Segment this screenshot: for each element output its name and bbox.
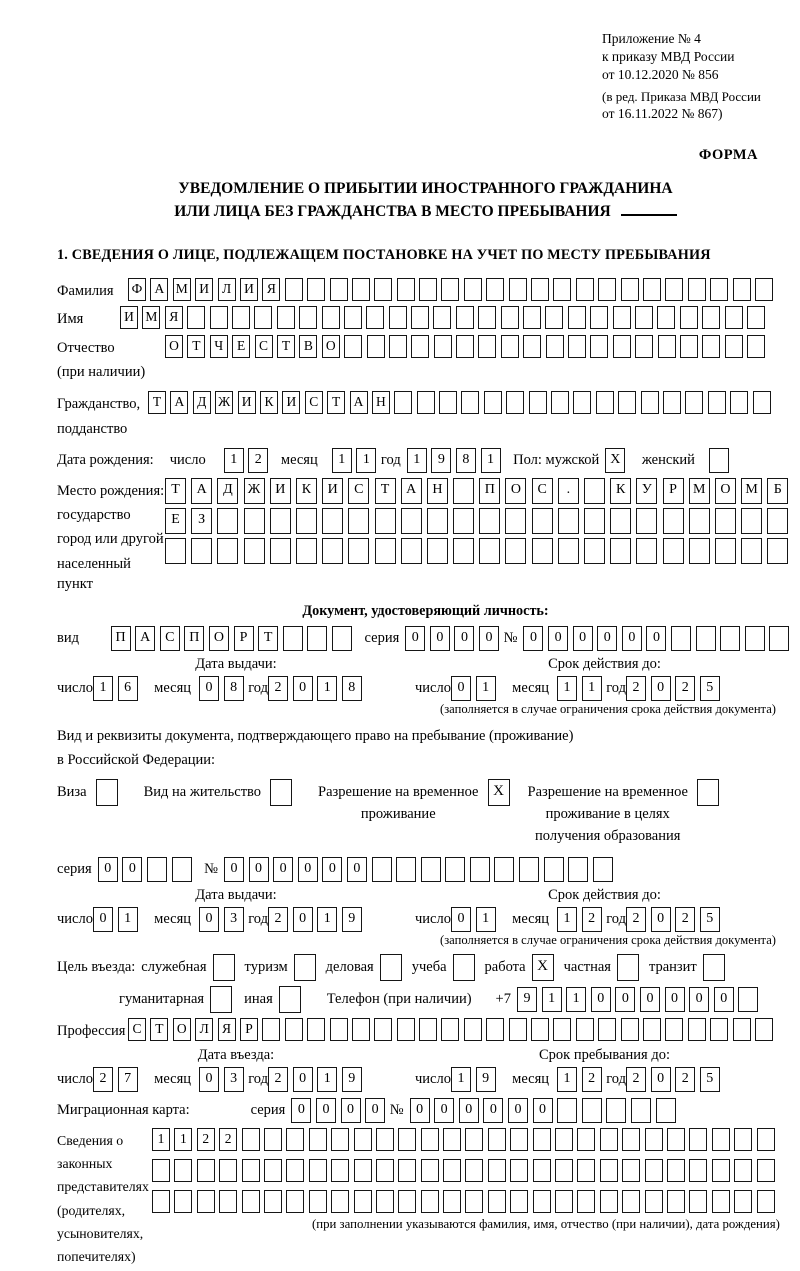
- representatives-cells-stack: [152, 1128, 780, 1232]
- migration-card-row: [57, 1098, 794, 1123]
- surname-label: Фамилия: [57, 283, 114, 300]
- patronymic-label-line2: (при наличии): [57, 363, 146, 380]
- citizenship-label-line1: Гражданство,: [57, 396, 141, 413]
- year-label: год: [248, 911, 268, 928]
- day-label: число: [57, 1070, 93, 1087]
- year-label: год: [606, 680, 626, 697]
- temp-residence-label: [318, 779, 478, 826]
- patronymic-cells[interactable]: О Т Ч Е С Т В О: [165, 335, 770, 358]
- representatives-label-line: законных: [57, 1156, 113, 1171]
- iddoc-issue-day[interactable]: 1 6: [93, 676, 142, 701]
- purpose-row2: [119, 986, 794, 1013]
- citizenship-label-line2: подданство: [57, 420, 128, 437]
- iddoc-heading: Документ, удостоверяющий личность:: [302, 603, 549, 620]
- purpose-study-checkbox[interactable]: [453, 954, 475, 981]
- resdoc-series-cells[interactable]: 0 0: [98, 857, 196, 882]
- temp-residence-option: [318, 779, 509, 826]
- temp-residence-label-line2: проживание: [360, 805, 436, 822]
- migration-series-cells[interactable]: 0 0 0 0: [291, 1098, 389, 1123]
- month-label: месяц: [512, 680, 550, 697]
- year-label: год: [606, 1070, 626, 1087]
- edu-residence-checkbox[interactable]: [697, 779, 719, 806]
- appendix-line: (в ред. Приказа МВД России: [602, 88, 761, 104]
- birth-month-label: месяц: [280, 451, 318, 468]
- profession-row: [57, 1018, 794, 1041]
- resdoc-intro-line2: в Российской Федерации:: [57, 752, 216, 769]
- day-label: число: [57, 680, 93, 697]
- purpose-other-label: иная: [244, 991, 273, 1008]
- migration-number-cells[interactable]: 0 0 0 0 0 0: [410, 1098, 681, 1123]
- migration-number-label: №: [389, 1101, 404, 1118]
- iddoc-row: [57, 626, 794, 651]
- representatives-label-line: усыновителях,: [57, 1225, 144, 1241]
- purpose-study-label: учеба: [411, 959, 447, 976]
- purpose-work-label: работа: [484, 959, 526, 976]
- visa-label: Виза: [57, 784, 87, 801]
- month-label: месяц: [512, 911, 550, 928]
- entry-month[interactable]: 0 3: [199, 1067, 248, 1092]
- birthplace-label-line: Место рождения:: [57, 482, 165, 499]
- month-label: месяц: [154, 1070, 192, 1087]
- residence-permit-option: [144, 779, 292, 806]
- firstname-label: Имя: [57, 311, 84, 328]
- month-label: месяц: [154, 911, 192, 928]
- representatives-label-line: Сведения о: [57, 1132, 124, 1148]
- resdoc-number-cells[interactable]: 0 0 0 0 0 0: [224, 857, 618, 882]
- form-title-line2: ИЛИ ЛИЦА БЕЗ ГРАЖДАНСТВА В МЕСТО ПРЕБЫВАНИЯ: [174, 202, 611, 220]
- firstname-cells[interactable]: И М Я: [120, 306, 769, 329]
- birthplace-block: [57, 478, 794, 598]
- purpose-private-label: частная: [563, 959, 611, 976]
- edu-residence-option: [528, 779, 719, 847]
- resdoc-issue-day[interactable]: 0 1: [93, 907, 142, 932]
- iddoc-dates: [57, 656, 794, 701]
- purpose-humanitarian-label: гуманитарная: [119, 991, 205, 1008]
- representatives-label-line: попечителях): [57, 1249, 136, 1265]
- edu-residence-label-line3: получения образования: [535, 827, 681, 844]
- patronymic-row: [57, 335, 794, 387]
- purpose-business-label: деловая: [325, 959, 374, 976]
- appendix-reference: [602, 30, 794, 123]
- form-body: [57, 278, 794, 1271]
- birth-day-cells[interactable]: 1 2: [224, 448, 273, 473]
- birthplace-label-line: город или другой: [57, 531, 164, 548]
- migration-series-label: серия: [250, 1101, 286, 1118]
- entry-date-label: Дата въезда:: [197, 1046, 275, 1063]
- iddoc-issue-label: Дата выдачи:: [195, 656, 277, 673]
- year-label: год: [248, 680, 268, 697]
- surname-row: [57, 278, 794, 301]
- purpose-humanitarian-checkbox[interactable]: [210, 986, 232, 1013]
- representatives-label-line: (родителях,: [57, 1202, 126, 1218]
- representatives-block: [57, 1128, 794, 1271]
- iddoc-issue-month[interactable]: 0 8: [199, 676, 248, 701]
- purpose-work-checkbox[interactable]: X: [532, 954, 554, 981]
- resdoc-expiry-group: [415, 887, 794, 932]
- resdoc-intro: [57, 725, 794, 773]
- phone-label: Телефон (при наличии): [326, 991, 472, 1008]
- iddoc-kind-label: вид: [57, 630, 79, 647]
- resdoc-expiry-year[interactable]: 2 0 2 5: [626, 907, 724, 932]
- iddoc-expiry-label: Срок действия до:: [548, 656, 661, 673]
- title-underline: [621, 214, 677, 216]
- section1-heading: 1. СВЕДЕНИЯ О ЛИЦЕ, ПОДЛЕЖАЩЕМ ПОСТАНОВКЕ НА УЧЕТ ПО МЕСТУ ПРЕБЫВАНИЯ: [57, 247, 711, 264]
- birthplace-label: [57, 478, 165, 598]
- stay-until-label: Срок пребывания до:: [539, 1046, 670, 1063]
- representatives-cells-line1[interactable]: 1 1 2 2: [152, 1128, 780, 1151]
- iddoc-expiry-year[interactable]: 2 0 2 5: [626, 676, 724, 701]
- entry-dates: [57, 1047, 794, 1092]
- representatives-cells-line2[interactable]: [152, 1159, 780, 1182]
- resdoc-issue-year[interactable]: 2 0 1 9: [268, 907, 366, 932]
- day-label: число: [415, 680, 451, 697]
- resdoc-expiry-note: (заполняется в случае ограничения срока действия документа): [440, 933, 776, 948]
- resdoc-issue-label: Дата выдачи:: [195, 887, 277, 904]
- iddoc-expiry-note: (заполняется в случае ограничения срока действия документа): [440, 702, 776, 717]
- entry-date-group: [57, 1047, 415, 1092]
- resdoc-expiry-label: Срок действия до:: [548, 887, 661, 904]
- year-label: год: [248, 1070, 268, 1087]
- phone-cells[interactable]: 9 1 1 0 0 0 0 0 0: [517, 987, 763, 1012]
- iddoc-issue-group: [57, 656, 415, 701]
- iddoc-series-cells[interactable]: 0 0 0 0: [405, 626, 503, 651]
- citizenship-cells[interactable]: Т А Д Ж И К И С Т А Н: [148, 391, 775, 414]
- form-word: ФОРМА: [698, 147, 758, 164]
- profession-label: Профессия: [57, 1023, 126, 1040]
- stay-year[interactable]: 2 0 2 5: [626, 1067, 724, 1092]
- iddoc-expiry-group: [415, 656, 794, 701]
- purpose-label: Цель въезда:: [57, 959, 136, 976]
- month-label: месяц: [154, 680, 192, 697]
- phone-prefix: +7: [495, 991, 511, 1008]
- iddoc-number-cells[interactable]: 0 0 0 0 0 0: [523, 626, 794, 651]
- purpose-official-label: служебная: [141, 959, 207, 976]
- sex-female-label: женский: [641, 451, 695, 468]
- birthdate-row: [57, 448, 794, 473]
- visa-checkbox[interactable]: [96, 779, 118, 806]
- resdoc-expiry-day[interactable]: 0 1: [451, 907, 500, 932]
- birthplace-cells-line2[interactable]: Е З: [165, 508, 794, 534]
- form-title-line1: УВЕДОМЛЕНИЕ О ПРИБЫТИИ ИНОСТРАННОГО ГРАЖДАНИНА: [178, 180, 673, 198]
- resdoc-intro-line1: Вид и реквизиты документа, подтверждающего право на пребывание (проживание): [57, 728, 574, 745]
- stay-day[interactable]: 1 9: [451, 1067, 500, 1092]
- appendix-line: Приложение № 4: [602, 31, 701, 46]
- entry-day[interactable]: 2 7: [93, 1067, 142, 1092]
- visa-option: [57, 779, 118, 806]
- edu-residence-label-line1: Разрешение на временное: [527, 784, 688, 801]
- profession-cells[interactable]: С Т О Л Я Р: [128, 1018, 777, 1041]
- purpose-tourism-checkbox[interactable]: [294, 954, 316, 981]
- sex-label: Пол: мужской: [513, 451, 600, 468]
- resdoc-expiry-month[interactable]: 1 2: [557, 907, 606, 932]
- birthplace-cells-stack: [165, 478, 794, 568]
- patronymic-label: [57, 335, 165, 387]
- day-label: число: [415, 1070, 451, 1087]
- edu-residence-label: [528, 779, 688, 847]
- sex-male-checkbox[interactable]: X: [605, 448, 630, 473]
- resdoc-dates: [57, 887, 794, 932]
- birthplace-label-line: населенный пункт: [57, 555, 131, 592]
- representatives-note: (при заполнении указываются фамилия, имя, отчество (при наличии), дата рождения): [312, 1216, 780, 1231]
- appendix-line: от 16.11.2022 № 867): [602, 106, 723, 122]
- appendix-line: от 10.12.2020 № 856: [602, 66, 719, 82]
- birth-month-cells[interactable]: 1 1: [332, 448, 381, 473]
- citizenship-label: [57, 391, 148, 443]
- migration-card-label: Миграционная карта:: [57, 1101, 190, 1118]
- iddoc-number-label: №: [503, 630, 518, 647]
- resdoc-issue-group: [57, 887, 415, 932]
- birthplace-label-line: государство: [57, 507, 131, 524]
- iddoc-expiry-day[interactable]: 0 1: [451, 676, 500, 701]
- purpose-transit-label: транзит: [648, 959, 697, 976]
- year-label: год: [606, 911, 626, 928]
- day-label: число: [415, 911, 451, 928]
- resdoc-series-label: серия: [57, 861, 92, 878]
- purpose-other-checkbox[interactable]: [279, 986, 301, 1013]
- resdoc-series-row: [57, 857, 794, 882]
- edu-residence-label-line2: проживание в целях: [545, 805, 670, 822]
- purpose-official-checkbox[interactable]: [213, 954, 235, 981]
- purpose-transit-checkbox[interactable]: [703, 954, 725, 981]
- resdoc-number-label: №: [204, 861, 218, 878]
- purpose-row1: [57, 954, 794, 981]
- sex-female-checkbox[interactable]: [709, 448, 734, 473]
- birth-year-cells[interactable]: 1 9 8 1: [407, 448, 505, 473]
- representatives-label-line: представителях: [57, 1179, 149, 1195]
- birthdate-label: Дата рождения:: [57, 451, 154, 468]
- form-title: [57, 178, 794, 223]
- iddoc-kind-cells[interactable]: П А С П О Р Т: [111, 626, 357, 651]
- month-label: месяц: [512, 1070, 550, 1087]
- birth-year-label: год: [380, 451, 401, 468]
- birthplace-cells-line1[interactable]: Т А Д Ж И К И С Т А Н П О С . К У Р М О М Б: [165, 478, 794, 504]
- birthplace-cells-line3[interactable]: [165, 538, 794, 564]
- iddoc-expiry-month[interactable]: 1 1: [557, 676, 606, 701]
- purpose-private-checkbox[interactable]: [617, 954, 639, 981]
- residence-permit-checkbox[interactable]: [270, 779, 292, 806]
- entry-year[interactable]: 2 0 1 9: [268, 1067, 366, 1092]
- purpose-tourism-label: туризм: [244, 959, 288, 976]
- iddoc-series-label: серия: [364, 630, 400, 647]
- resdoc-issue-month[interactable]: 0 3: [199, 907, 248, 932]
- temp-residence-checkbox[interactable]: X: [488, 779, 510, 806]
- representatives-label: [57, 1128, 152, 1271]
- iddoc-issue-year[interactable]: 2 0 1 8: [268, 676, 366, 701]
- day-label: число: [57, 911, 93, 928]
- residence-permit-label: Вид на жительство: [143, 784, 262, 801]
- temp-residence-label-line1: Разрешение на временное: [318, 784, 479, 801]
- representatives-cells-line3[interactable]: [152, 1190, 780, 1213]
- patronymic-label-line1: Отчество: [57, 339, 115, 356]
- surname-cells[interactable]: Ф А М И Л И Я: [128, 278, 777, 301]
- stay-until-group: [415, 1047, 794, 1092]
- citizenship-row: [57, 391, 794, 443]
- resdoc-options: [57, 779, 794, 847]
- purpose-business-checkbox[interactable]: [380, 954, 402, 981]
- birth-day-label: число: [169, 451, 206, 468]
- stay-month[interactable]: 1 2: [557, 1067, 606, 1092]
- appendix-line: к приказу МВД России: [602, 48, 735, 64]
- firstname-row: [57, 306, 794, 329]
